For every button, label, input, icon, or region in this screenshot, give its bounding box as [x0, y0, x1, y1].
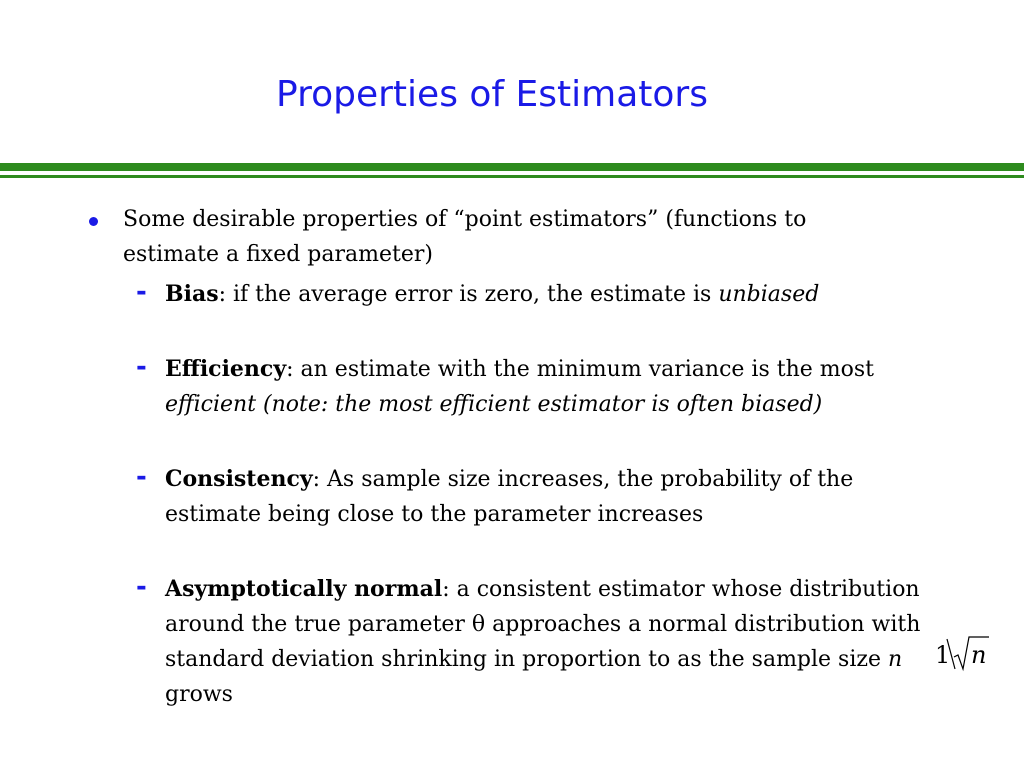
sub-item-bias	[165, 277, 955, 312]
sub-bullet-dash-icon: -	[136, 572, 147, 602]
asymptotic-description: : a consistent estimator whose distribution around the true parameter θ approaches a normal distribution with standard deviation shrinking in proportion to	[165, 577, 921, 672]
bias-description: : if the average error is zero, the estimate is	[218, 282, 719, 307]
term-efficiency: Efficiency	[165, 356, 287, 382]
sub-item-consistency	[165, 462, 925, 532]
bias-italic: unbiased	[718, 282, 820, 307]
asymptotic-tail: as the sample size	[677, 647, 888, 672]
variable-n: n	[888, 647, 903, 672]
efficiency-italic: efficient (note: the most efficient estimator is often biased)	[165, 392, 823, 417]
one-over-sqrt-n-formula	[933, 633, 993, 673]
sub-bullet-dash-icon: -	[136, 352, 147, 382]
slide-title: Properties of Estimators	[276, 74, 708, 115]
main-bullet-text: Some desirable properties of “point estimators” (functions to estimate a fixed parameter)	[123, 207, 807, 267]
formula-radicand: n	[971, 641, 987, 669]
term-bias: Bias	[165, 281, 219, 307]
sub-bullet-dash-icon: -	[136, 277, 147, 307]
term-consistency: Consistency	[165, 466, 313, 492]
bullet-dot-icon	[89, 217, 98, 226]
consistency-description: : As sample size increases, the probability of the estimate being close to the parameter increases	[165, 467, 854, 527]
sub-item-asymptotic	[165, 572, 930, 712]
asymptotic-end: grows	[165, 682, 233, 707]
formula-numerator: 1	[935, 641, 951, 669]
sub-item-efficiency	[165, 352, 955, 422]
sub-bullet-dash-icon: -	[136, 462, 147, 492]
term-asymptotically-normal: Asymptotically normal	[165, 576, 443, 602]
efficiency-description: : an estimate with the minimum variance is the most	[286, 357, 874, 382]
